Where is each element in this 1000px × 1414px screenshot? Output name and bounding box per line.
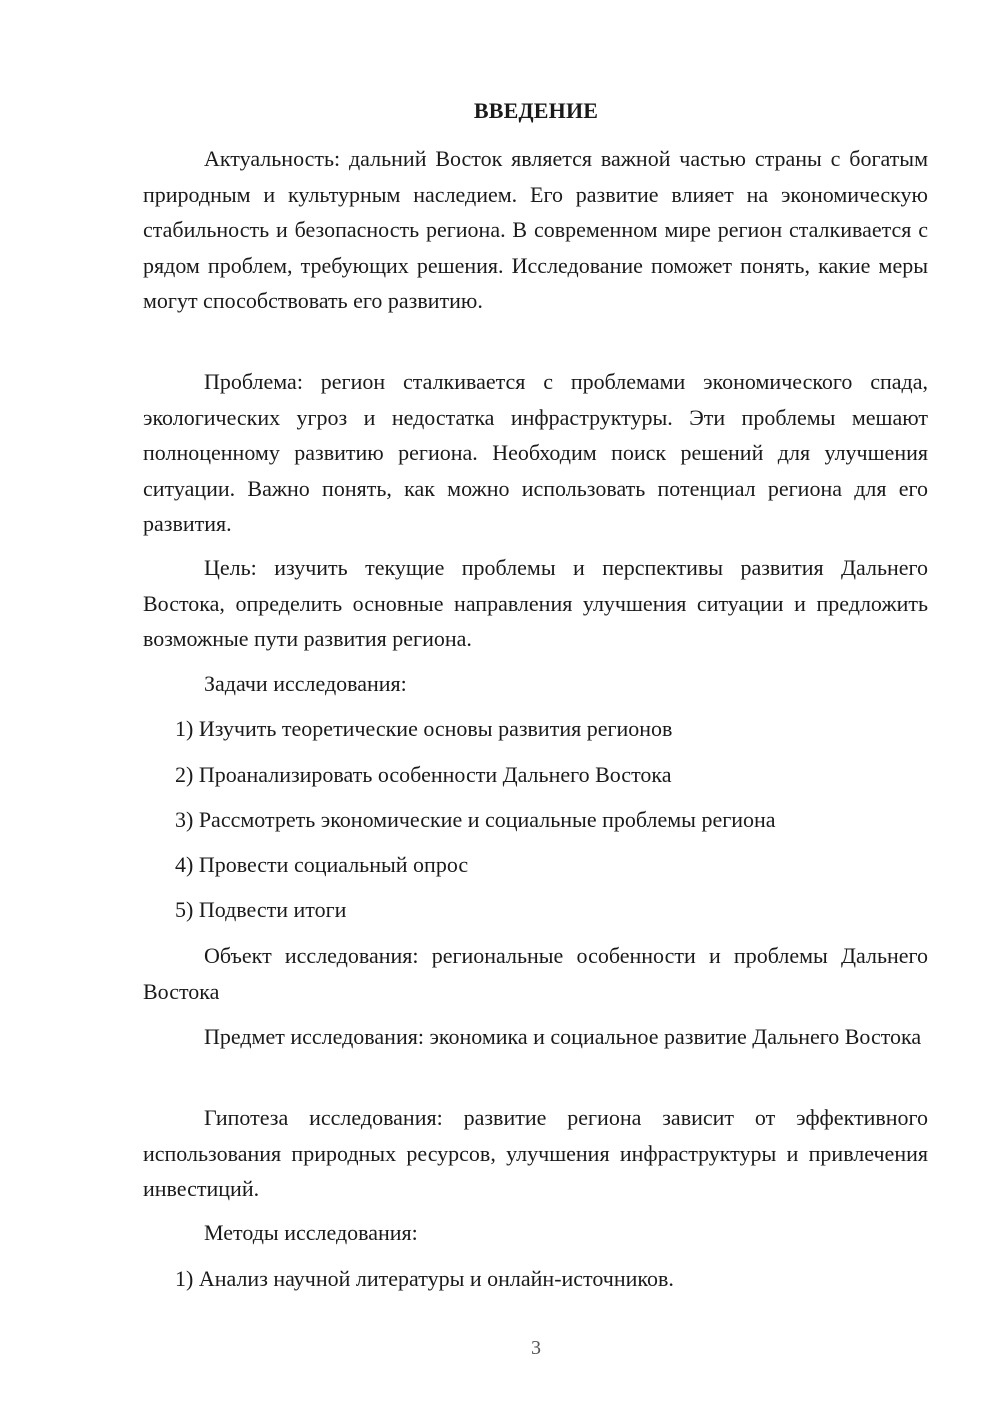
tasks-heading: Задачи исследования:: [204, 671, 407, 696]
task-item-1: 1) Изучить теоретические основы развития регионов: [175, 716, 673, 741]
method-item-1: 1) Анализ научной литературы и онлайн-источников.: [175, 1266, 674, 1291]
goal-paragraph: Цель: изучить текущие проблемы и перспективы развития Дальнего Востока, определить основные направления улучшения ситуации и предложить возможные пути развития региона.: [143, 555, 928, 651]
problem-paragraph: Проблема: регион сталкивается с проблемами экономического спада, экологических угроз и недостатка инфраструктуры. Эти проблемы мешают полноценному развитию региона. Необходим поиск решений для улучшения ситуации. Важно понять, как можно использовать потенциал региона для его развития.: [143, 369, 928, 536]
task-item-2: 2) Проанализировать особенности Дальнего Востока: [175, 762, 672, 787]
subject-paragraph: Предмет исследования: экономика и социальное развитие Дальнего Востока: [204, 1024, 922, 1049]
methods-heading: Методы исследования:: [204, 1220, 418, 1245]
page-title: ВВЕДЕНИЕ: [473, 98, 599, 123]
task-item-3: 3) Рассмотреть экономические и социальные проблемы региона: [175, 807, 776, 832]
page-number: 3: [531, 1337, 541, 1359]
relevance-paragraph: Актуальность: дальний Восток является важной частью страны с богатым природным и культурным наследием. Его развитие влияет на экономическую стабильность и безопасность региона. В современном мире регион сталкивается с рядом проблем, требующих решения. Исследование поможет понять, какие меры могут способствовать его развитию.: [143, 146, 928, 313]
hypothesis-paragraph: Гипотеза исследования: развитие региона зависит от эффективного использования природных ресурсов, улучшения инфраструктуры и привлечения инвестиций.: [143, 1105, 928, 1201]
task-item-4: 4) Провести социальный опрос: [175, 852, 469, 877]
task-item-5: 5) Подвести итоги: [175, 897, 347, 922]
object-paragraph: Объект исследования: региональные особенности и проблемы Дальнего Востока: [143, 943, 928, 1004]
